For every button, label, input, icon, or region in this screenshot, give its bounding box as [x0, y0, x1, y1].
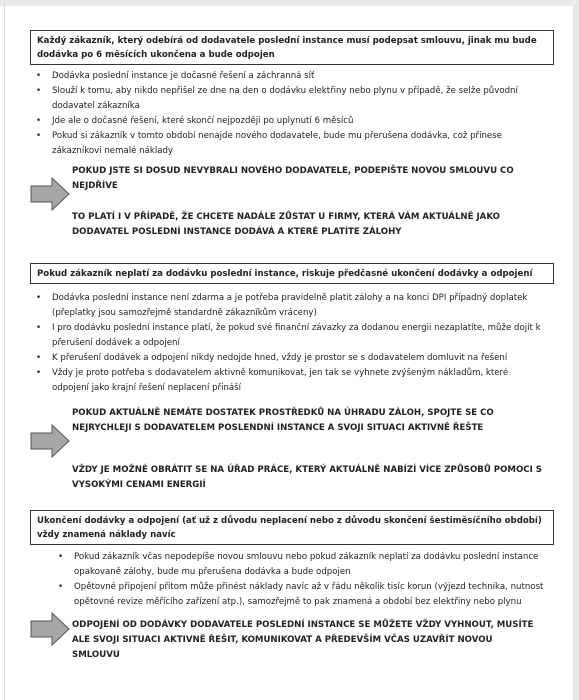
list-item: • Pokud zákazník včas nepodepíše novou smlouvu nebo pokud zákazník neplatí za dodávku poslední instance opakovaně zálohy, bude mu přerušena dodávka a bude odpojen: [56, 550, 546, 580]
section3-title-box: [30, 510, 554, 545]
section1-cta-sign-contract: POKUD JSTE SI DOSUD NEVYBRALI NOVÉHO DODAVATELE, PODEPIŠTE NOVOU SMLOUVU CO NEJDŘÍVE: [72, 166, 514, 191]
list-item: • Vždy je proto potřeba s dodavatelem aktivně komunikovat, jen tak se vyhnete zvýšeným nákladům, které odpojení jako krajní řešení neplacení přináší: [34, 366, 544, 396]
page-border: [4, 0, 5, 700]
right-arrow-icon: [30, 612, 70, 646]
list-item: • Dodávka poslední instance je dočasné řešení a záchranná síť: [34, 69, 540, 84]
list-item: • Jde ale o dočasné řešení, které skončí nejpozději po uplynutí 6 měsíců: [34, 114, 540, 129]
section3-bullet-list: [56, 550, 546, 610]
section1-title: Každý zákazník, který odebírá od dodavatele poslední instance musí podepsat smlouvu, jinak mu bude dodávka po 6 měsících ukončena a bude odpojen: [37, 36, 537, 60]
page-edge-top: [0, 0, 579, 6]
section2-title-box: [30, 263, 554, 284]
section3-cta-avoid-disconnection: ODPOJENÍ OD DODÁVKY DODAVATELE POSLEDNÍ INSTANCE SE MŮŽETE VŽDY VYHNOUT, MUSÍTE ALE SVOJI SITUACI AKTIVNĚ ŘEŠIT, KOMUNIKOVAT A PŘEDEVŠÍM VČAS UZAVŘÍT NOVOU SMLOUVU: [72, 620, 534, 660]
section3-title: Ukončení dodávky a odpojení (ať už z důvodu neplacení nebo z důvodu skončení šestiměsíčního období) vždy znamená náklady navíc: [37, 516, 542, 540]
list-item: • Slouží k tomu, aby nikdo nepřišel ze dne na den o dodávku elektřiny nebo plynu v případě, že selže původní dodavatel zákazníka: [34, 84, 540, 114]
page-edge-right: [573, 0, 579, 700]
right-arrow-icon: [30, 424, 70, 458]
list-item: • I pro dodávku poslední instance platí, že pokud své finanční závazky za dodanou energii nezaplatíte, může dojít k přerušení dodávek a odpojení: [34, 321, 544, 351]
list-item: • Opětovné připojení přitom může přinést náklady navíc až v řádu několik tisíc korun (výjezd technika, nutnost opětovné revize měřícího zařízení atp.), samozřejmě to pak znamená a období bez elektřiny nebo plynu: [56, 580, 546, 610]
right-arrow-icon: [30, 177, 70, 211]
section1-cta-stay-with-firm: TO PLATÍ I V PŘÍPADĚ, ŽE CHCETE NADÁLE ZŮSTAT U FIRMY, KTERÁ VÁM AKTUÁLNĚ JAKO DODAVATEL POSLEDNÍ INSTANCE DODÁVÁ A KTERÉ PLATÍTE ZÁLOHY: [72, 212, 500, 237]
list-item: • Dodávka poslední instance není zdarma a je potřeba pravidelně platit zálohy a na konci DPI případný doplatek (přeplatky jsou samozřejmě standardně zákazníkům vráceny): [34, 291, 544, 321]
section2-cta-contact-supplier: POKUD AKTUÁLNĚ NEMÁTE DOSTATEK PROSTŘEDKŮ NA ÚHRADU ZÁLOH, SPOJTE SE CO NEJRYCHLEJI S DODAVATELEM POSLENDNÍ INSTANCE A SVOJI SITUACI AKTIVNĚ ŘEŠTE: [72, 408, 494, 433]
list-item: • Pokud si zákazník v tomto období nenajde nového dodavatele, bude mu přerušena dodávka, což přinese zákazníkovi nemalé náklady: [34, 129, 540, 159]
section2-title: Pokud zákazník neplatí za dodávku poslední instance, riskuje předčasné ukončení dodávky a odpojení: [37, 269, 533, 279]
section2-bullet-list: [34, 291, 544, 396]
section1-bullet-list: [34, 69, 540, 159]
list-item: • K přerušení dodávek a odpojení nikdy nedojde hned, vždy je prostor se s dodavatelem domluvit na řešení: [34, 351, 544, 366]
section1-title-box: [30, 30, 554, 65]
section2-cta-labour-office: VŽDY JE MOŽNÉ OBRÁTIT SE NA ÚŘAD PRÁCE, KTERÝ AKTUÁLNĚ NABÍZÍ VÍCE ZPŮSOBŮ POMOCI S VYSOKÝMI CENAMI ENERGIÍ: [72, 465, 542, 490]
